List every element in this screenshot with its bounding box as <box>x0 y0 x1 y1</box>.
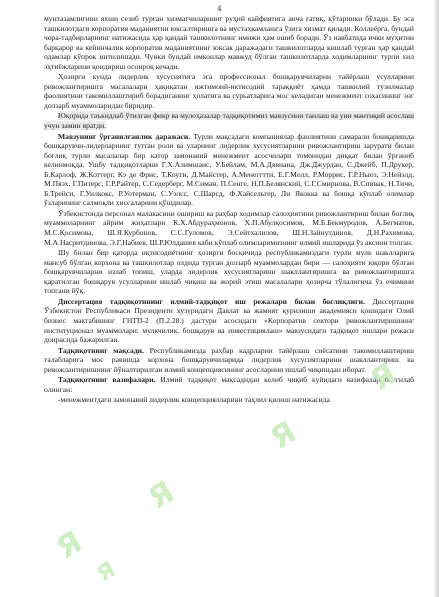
paragraph-text: Шу билан бир қаторда иқтисодиётнинг ҳозирги босқичида республикамиздаги турли мулк шаклларига мансуб бўлган корхона ва ташкилотлар олдида турган долзарб муаммолардан бири — салоҳияти юқори бўлган бошқарувчиларни излаб топиш, уларда лидерлик хусусиятларини шакллантиришга ва ривожлантиришга қаратилган бошқарув усулларини ишлаб чиқиш ва жорий этиш масалалари ҳозирча тўлалигича ўз ечимини топгани йўқ. <box>44 248 414 296</box>
paragraph <box>44 297 414 345</box>
paragraph-text: Республикамизда раҳбар кадрларни тайёрлаш сиёсатини такомиллаштириш талабларига мос равишда корхона бошқарувчиларида лидерлик хусусиятларини шакллантириш ва ривожлантиришнинг йўналтирилган илмий концепциясининг асосларини ишлаб чиқишдан иборат. <box>44 345 414 374</box>
watermark-glyph: Я <box>264 414 303 457</box>
paragraph <box>44 72 414 110</box>
watermark-glyph: Я <box>142 474 181 517</box>
paragraph-heading: Диссертация тадқиқотининг илмий-тадқиқот иш режалари билан боғлиқлиги. <box>58 296 365 306</box>
watermark-glyph: Я <box>364 356 403 399</box>
scan-shadow-edge <box>433 0 439 597</box>
paragraph-text: мунтазамлигини яхши сезиб турган хизматчиларнинг руҳий кайфиятига анча ғатиқ, кўтаринки бўлади. Бу эса ташкилотдаги корпоратив маданиятни юксалтиришга ва мустаҳкамлашга ўзига хизмат қилади. Коллеёрга, бундай чора-тадбирларнинг натижасида ҳар қандай ташкилотнинг имижи ҳам ошиб боради. Ўз навбатида ички муҳитни барқарор ва кейинчалик корпоратив маданиятнинг юксак даражадаги ташкилотларда кишлаб турган ҳар қандай одамлар кўпрок интилишади. Чунки бундай имконлар мавжуд бўлган ташкилотларда ходимларнинг турли хил эҳтиёжларини қондириш осонроқ кечади. <box>44 14 414 71</box>
paragraph-heading: Тадқиқотнинг вазифалари. <box>58 375 156 385</box>
paragraph-heading: Мавзунинг ўрганилганлик даражаси. <box>58 131 191 141</box>
paragraph-text: Юқорида таъкидлаб ўтилган фикр ва мулоҳазалар тадқиқотимиз мавзусини танлаш ва уни мантиқий асослаш учун замин яратди. <box>44 111 414 131</box>
paragraph <box>44 248 414 296</box>
paragraph <box>44 395 414 405</box>
paragraph-text: Ўзбекистонда персонал малакасини ошириш ва раҳбар ходимлар салоҳиятини ривожлантириш билан боғлиқ муаммоларнинг айрим жиҳатлари К.Х.Абдураҳмонов, Х.П.Абулқосимов, М.Б.Бекмуродов, А.Бегматов, М.С.Қосимова, Ш.Я.Курбонов, С.С.Гуломов, Э.Сейтхалилов, Ш.Н.Зайнутдинов, Д.Н.Рахимова, М.А.Насритдинова, Э.Г.Набиев, Ш.Р.Юлдашев каби кўплаб олимларимизнинг илмий ишларида ўз аксини топган. <box>44 208 414 247</box>
paragraph <box>44 132 414 208</box>
paragraph <box>44 375 414 394</box>
watermark-glyph: Я <box>92 557 121 588</box>
paragraph <box>44 209 414 247</box>
page-number: 4 <box>217 5 222 13</box>
paragraph <box>44 346 414 375</box>
paragraph-text: Турли мақсадаги компаниялар фаолиятини самарали бошқаришда бошқарувчи-лидерларнинг тутган роли ва уларнинг лидерлик хусусиятларини ривожлантириш зарурати билан боғлиқ турли масалалар бир катор замонавий менежмент асосчилари томонидан диққат билан ўрганиб келинмоқда. Ушбу тадқиқотларни Г.Х.Алимшанс, У.Бейлам, М.А.Дявиана, Дж.Джурдан, С.Джейб, П.Друкер, Б.Карлоф, Ж.Коттерг, Кэ де Фрис, Т.Коути, Д.Майстер, А.Менеггтти, Е.Г.Молл, Р.Моррис, Г.Р.Ньюз, Э.Нейэлд, М.Пяэх, Г.Питерс, Г.Р.Райтер, С.Седерберг, М.Симан, П.Сенге, Н.П.Белянский, С.Г.Смирнова, В.Спивак, Н.Тичи, Б.Трейси, Г.Уилкокс, Р.Уотерман, С.Уэлсс, С.Шарсд, Ф.Хайсельгер, Ли Якокка ва бошқа кўплаб олимлар ўзларининг салмоқли хиссаларини қўшдилар. <box>44 131 414 208</box>
body-text <box>44 14 414 406</box>
paragraph-heading: Тадқиқотнинг мақсади. <box>58 345 144 355</box>
paragraph <box>44 111 414 130</box>
paragraph-text: Диссертация Ўзбекистон Республикаси Президенти хузуридаги Давлат ва жамият қурилиши академияси қошидаги Олий бизнес мактабининг ГНТП-2 (П.2.28.) дастури асосидаги «Корпоратив сектори ривожлантиришнинг институционал муаммолари: мулкчилик, бошқарув ва инвестициялаш» мавзусидаги тадқиқот ишлари режаси доирасида бажарилган. <box>44 296 414 345</box>
paragraph-text: Ҳозирги кунда лидерлик хусусиятига эга профессионал бошқарувчиларни тайёрлаш усулларини ривожлантиришга масалалари ҳақиқатан ижтимоий-иктисодий тараққиёт ҳамда ташкилий тузилмалар фаолиятини такомиллаштириб борадиганинг ҳолатига ва сурьатларига мос келадиган менежмент сохасининг энг долзарб муаммоларидан биридир. <box>44 72 414 110</box>
watermark-glyph: Я <box>50 524 89 567</box>
paragraph-text: -менежментдаги замонавий лидерлик концепциялларини таҳлил қилиш натижасида <box>58 395 330 405</box>
paragraph-text: Илмий тадқиқот мақсадидан келиб чиқиб куйидаги вазифалар белгилаб олинган: <box>44 375 414 394</box>
paragraph <box>44 14 414 71</box>
